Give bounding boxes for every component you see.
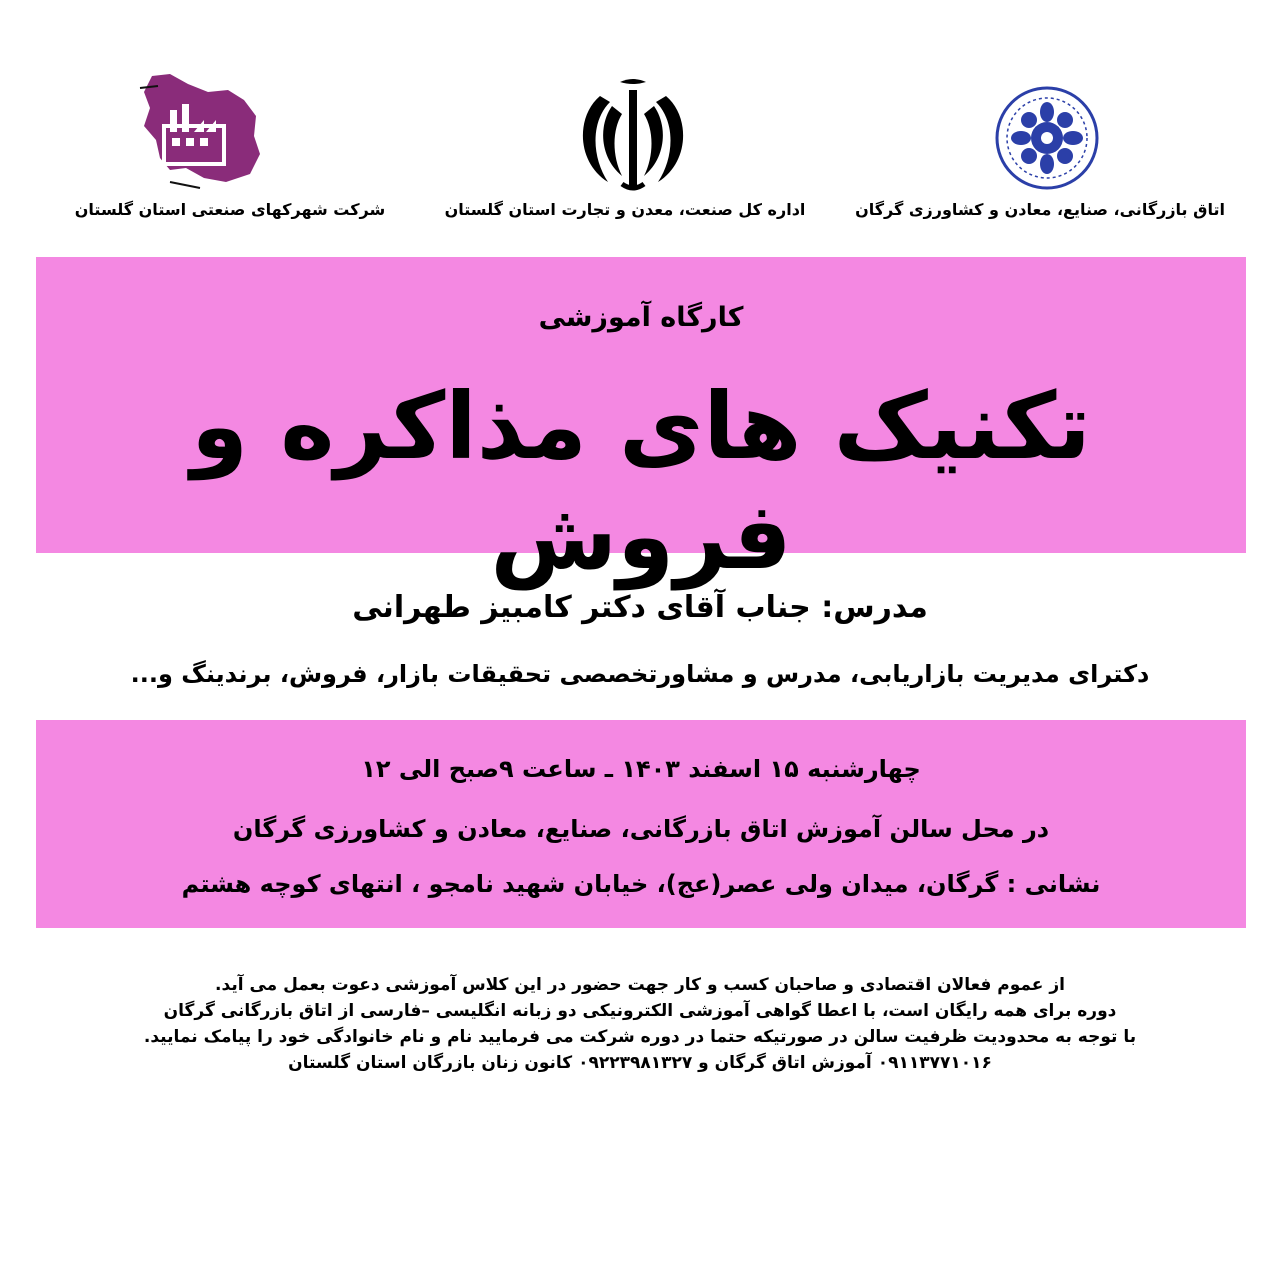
org-caption-industrial-estates: شرکت شهرکهای صنعتی استان گلستان — [74, 200, 386, 219]
iran-emblem-logo — [572, 76, 694, 194]
title-band — [36, 257, 1246, 591]
event-venue: در محل سالن آموزش اتاق بازرگانی، صنایع، معادن و کشاورزی گرگان — [232, 815, 1050, 843]
instructor-name: مدرس: جناب آقای دکتر کامبیز طهرانی — [352, 590, 928, 625]
chamber-of-commerce-logo — [985, 82, 1110, 192]
note-invitation: از عموم فعالان اقتصادی و صاحبان کسب و کار جهت حضور در این کلاس آموزشی دعوت بعمل می آید. — [215, 975, 1065, 995]
instructor-credentials: دکترای مدیریت بازاریابی، مدرس و مشاورتخصصی تحقیقات بازار، فروش، برندینگ و... — [130, 660, 1150, 688]
event-datetime: چهارشنبه ۱۵ اسفند ۱۴۰۳ ـ ساعت ۹صبح الی ۱۲ — [361, 755, 921, 783]
note-free-certificate: دوره برای همه رایگان است، با اعطا گواهی آموزشی الکترونیکی دو زبانه انگلیسی –فارسی از اتاق بازرگانی گرگان — [163, 1001, 1117, 1021]
workshop-title: تکنیک های مذاکره و فروش — [191, 373, 1091, 591]
details-band — [36, 720, 1246, 928]
note-capacity-sms: با توجه به محدودیت ظرفیت سالن در صورتیکه حتما در دوره شرکت می فرمایید نام و نام خانوادگی خود را پیامک نمایید. — [143, 1027, 1137, 1047]
workshop-label: کارگاه آموزشی — [538, 302, 744, 333]
note-contact-numbers: ۰۹۱۱۳۷۷۱۰۱۶ آموزش اتاق گرگان و ۰۹۲۲۳۹۸۱۳۲۷ کانون زنان بازرگان استان گلستان — [288, 1053, 992, 1073]
org-caption-industry-mine-trade: اداره کل صنعت، معدن و تجارت استان گلستان — [444, 200, 806, 219]
event-address: نشانی : گرگان، میدان ولی عصر(عج)، خیابان شهید نامجو ، انتهای کوچه هشتم — [181, 870, 1101, 898]
industrial-estates-map-logo — [130, 70, 270, 190]
org-caption-chamber-of-commerce: اتاق بازرگانی، صنایع، معادن و کشاورزی گرگان — [855, 200, 1225, 219]
notes-block — [100, 972, 1180, 1076]
